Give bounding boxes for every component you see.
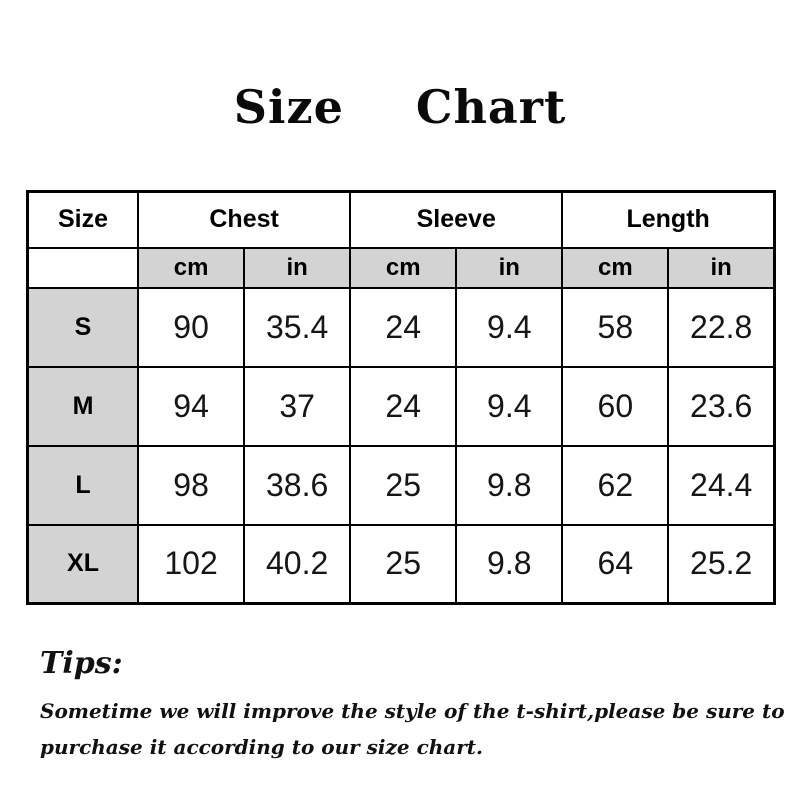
table-row-l bbox=[28, 446, 775, 525]
table-header-row bbox=[28, 192, 775, 248]
table-row-s bbox=[28, 288, 775, 367]
unit-cell-sleeve-cm: cm bbox=[350, 248, 456, 288]
table-row-m bbox=[28, 367, 775, 446]
table-cell: 9.8 bbox=[456, 525, 562, 604]
table-cell: 25 bbox=[350, 446, 456, 525]
size-label: M bbox=[28, 367, 139, 446]
table-cell: 22.8 bbox=[668, 288, 774, 367]
table-cell: 98 bbox=[138, 446, 244, 525]
table-cell: 24 bbox=[350, 367, 456, 446]
table-row-xl bbox=[28, 525, 775, 604]
unit-cell-chest-in: in bbox=[244, 248, 350, 288]
table-cell: 94 bbox=[138, 367, 244, 446]
tips-section bbox=[40, 648, 792, 765]
table-cell: 58 bbox=[562, 288, 668, 367]
column-header-sleeve: Sleeve bbox=[350, 192, 562, 248]
column-header-length: Length bbox=[562, 192, 774, 248]
table-cell: 40.2 bbox=[244, 525, 350, 604]
unit-cell-blank bbox=[28, 248, 139, 288]
unit-cell-chest-cm: cm bbox=[138, 248, 244, 288]
table-cell: 9.4 bbox=[456, 288, 562, 367]
column-header-size: Size bbox=[28, 192, 139, 248]
table-cell: 35.4 bbox=[244, 288, 350, 367]
tips-body: Sometime we will improve the style of the t-shirt,please be sure to purchase it according to our size chart. bbox=[40, 699, 785, 759]
tips-heading: Tips: bbox=[40, 646, 123, 681]
size-label: S bbox=[28, 288, 139, 367]
column-header-chest: Chest bbox=[138, 192, 350, 248]
unit-cell-sleeve-in: in bbox=[456, 248, 562, 288]
size-label: L bbox=[28, 446, 139, 525]
table-cell: 37 bbox=[244, 367, 350, 446]
table-cell: 9.4 bbox=[456, 367, 562, 446]
unit-header-row bbox=[28, 248, 775, 288]
unit-cell-length-cm: cm bbox=[562, 248, 668, 288]
table-cell: 102 bbox=[138, 525, 244, 604]
table-cell: 38.6 bbox=[244, 446, 350, 525]
table-cell: 64 bbox=[562, 525, 668, 604]
unit-cell-length-in: in bbox=[668, 248, 774, 288]
table-cell: 9.8 bbox=[456, 446, 562, 525]
table-cell: 25 bbox=[350, 525, 456, 604]
table-cell: 60 bbox=[562, 367, 668, 446]
page-title: Size Chart bbox=[233, 80, 567, 134]
table-cell: 23.6 bbox=[668, 367, 774, 446]
size-chart-table bbox=[26, 190, 776, 605]
table-cell: 62 bbox=[562, 446, 668, 525]
table-cell: 24 bbox=[350, 288, 456, 367]
table-cell: 24.4 bbox=[668, 446, 774, 525]
table-cell: 90 bbox=[138, 288, 244, 367]
size-label: XL bbox=[28, 525, 139, 604]
table-cell: 25.2 bbox=[668, 525, 774, 604]
